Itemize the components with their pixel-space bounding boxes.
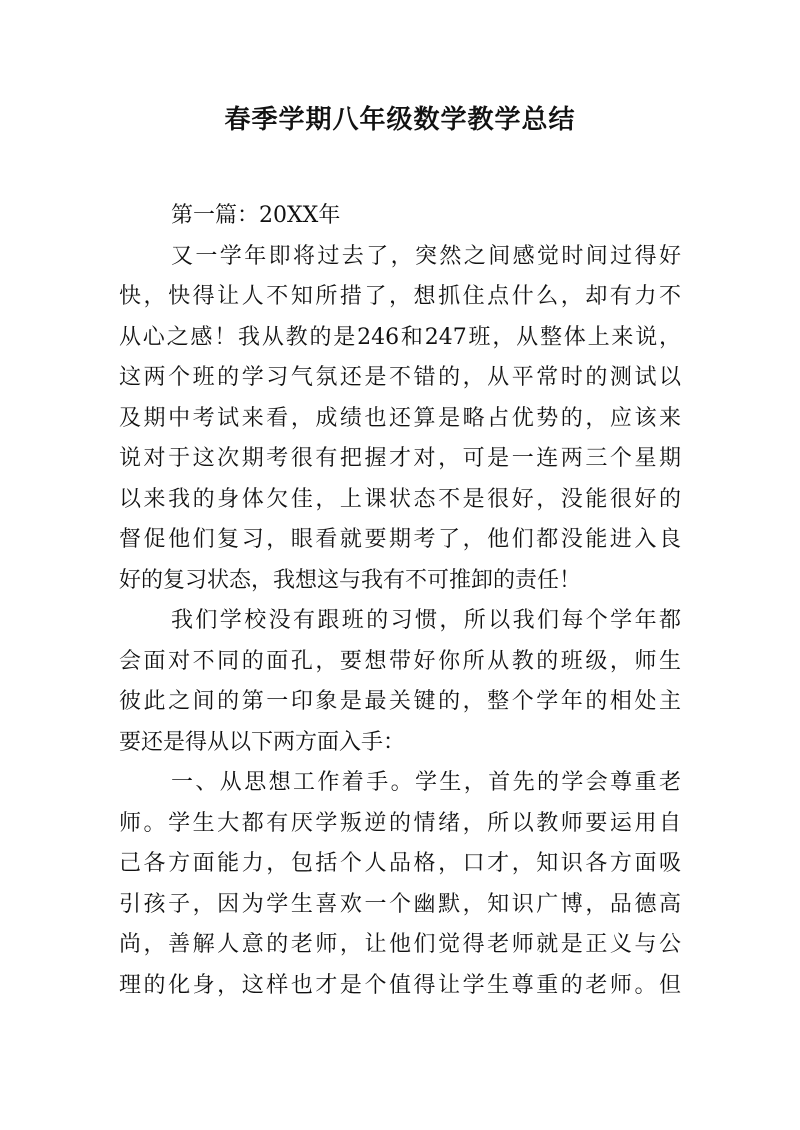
paragraph-line: 要还是得从以下两方面入手： [119,729,406,755]
paragraph-line: 会面对不同的面孔，要想带好你所从教的班级，师生 [119,648,681,674]
paragraph-line: 尚，善解人意的老师，让他们觉得老师就是正义与公 [119,932,681,957]
paragraph-2 [119,601,681,763]
section-heading: 第一篇：20XX年 [171,203,341,228]
document-body [119,196,681,1006]
paragraph-1 [119,237,681,602]
paragraph-line: 以来我的身体欠佳，上课状态不是很好，没能很好的 [119,486,681,512]
paragraph-line: 己各方面能力，包括个人品格，口才，知识各方面吸 [119,851,681,876]
paragraph-line: 引孩子，因为学生喜欢一个幽默，知识广博，品德高 [119,891,681,917]
paragraph-line: 理的化身，这样也才是个值得让学生尊重的老师。但 [119,972,681,998]
paragraph-line: 快，快得让人不知所措了，想抓住点什么，却有力不 [119,284,681,309]
paragraph-line: 又一学年即将过去了，突然之间感觉时间过得好 [171,243,681,269]
paragraph-line: 这两个班的学习气氛还是不错的，从平常时的测试以 [119,365,681,390]
paragraph-line: 督促他们复习，眼看就要期考了，他们都没能进入良 [119,527,681,552]
paragraph-line: 说对于这次期考很有把握才对，可是一连两三个星期 [119,446,681,471]
paragraph-line: 及期中考试来看，成绩也还算是略占优势的，应该来 [119,405,681,431]
paragraph-line: 一、从思想工作着手。学生，首先的学会尊重老 [171,770,681,795]
paragraph-line: 师。学生大都有厌学叛逆的情绪，所以教师要运用自 [119,810,681,836]
paragraph-line: 我们学校没有跟班的习惯，所以我们每个学年都 [171,608,681,633]
document-title: 春季学期八年级数学教学总结 [224,105,576,135]
paragraph-3 [119,763,681,1006]
paragraph-line: 彼此之间的第一印象是最关键的，整个学年的相处主 [119,689,681,714]
paragraph-line: 从心之感！我从教的是246和247班，从整体上来说， [119,324,681,350]
paragraph-line: 好的复习状态，我想这与我有不可推卸的责任！ [119,567,582,593]
